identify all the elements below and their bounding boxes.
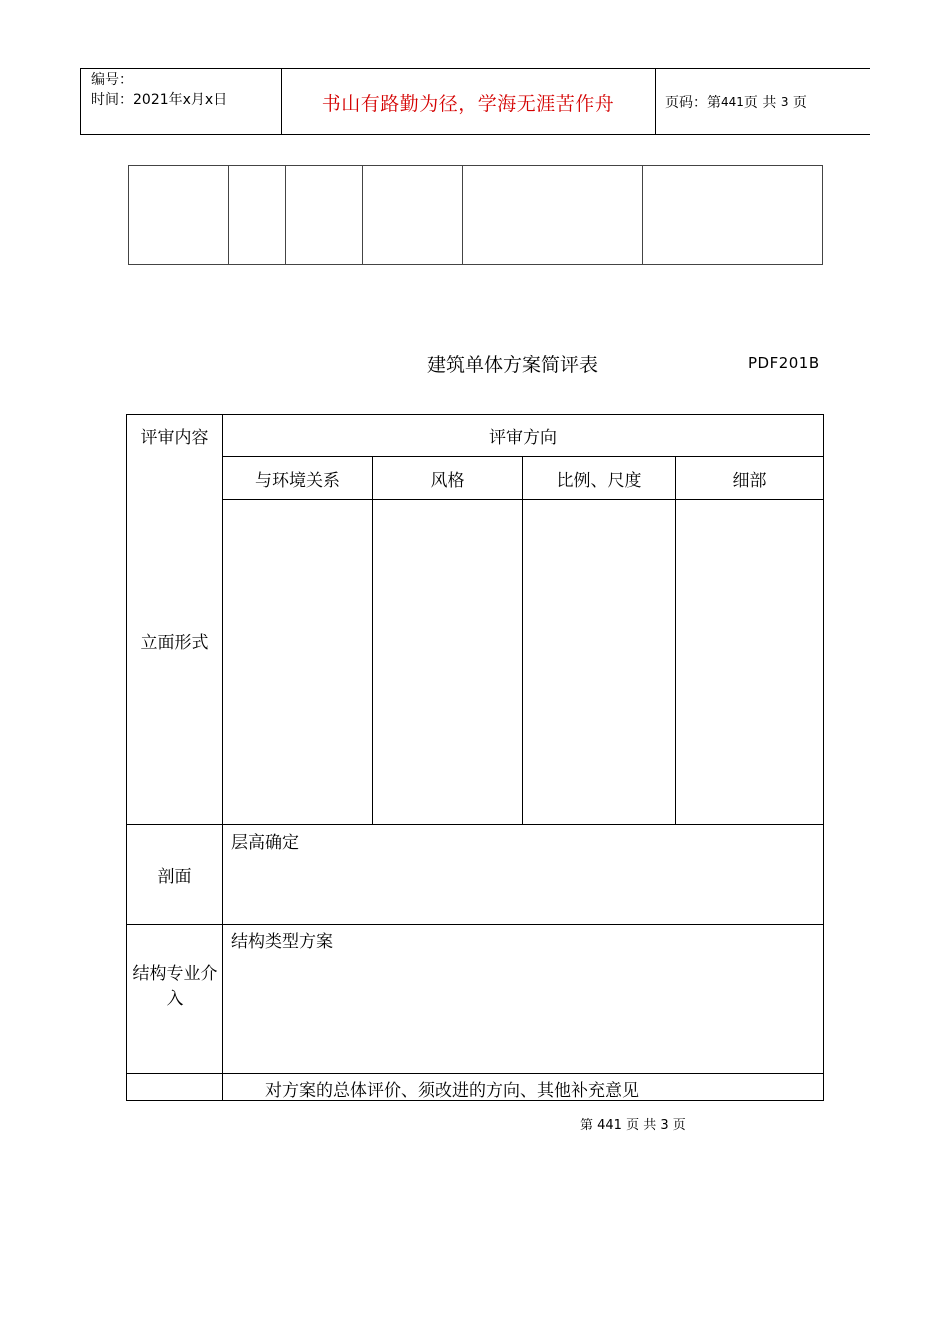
form-title: 建筑单体方案简评表 [427, 354, 599, 376]
form-line [222, 499, 824, 500]
empty-table-fragment [128, 165, 823, 265]
form-line [126, 924, 824, 925]
header-page-number [665, 69, 807, 135]
row-label-section: 剖面 [157, 867, 192, 887]
serial-label: 编号： [91, 72, 133, 88]
header-divider [655, 69, 656, 134]
document-header [80, 68, 870, 135]
table-divider [285, 166, 286, 264]
header-meta [91, 70, 227, 110]
structure-note: 结构类型方案 [231, 932, 333, 952]
page-prefix: 页码：第 [665, 95, 721, 111]
column-header-scale: 比例、尺度 [556, 470, 642, 491]
header-review-direction: 评审方向 [489, 428, 557, 448]
form-line [522, 456, 523, 825]
page-current: 441 [721, 95, 744, 109]
section-note: 层高确定 [231, 833, 299, 853]
page-suffix: 页 [792, 95, 807, 111]
form-line [126, 1073, 824, 1074]
table-divider [642, 166, 643, 264]
row-label-facade: 立面形式 [140, 633, 209, 653]
form-line [675, 456, 676, 825]
form-line [222, 414, 223, 1101]
table-divider [228, 166, 229, 264]
column-header-details: 细部 [732, 470, 767, 491]
form-line [372, 456, 373, 825]
form-line [126, 824, 824, 825]
form-code: PDF201B [748, 354, 820, 372]
table-divider [362, 166, 363, 264]
page-total: 3 [780, 95, 789, 109]
page-footer: 第 441 页 共 3 页 [580, 1118, 686, 1133]
header-review-content: 评审内容 [140, 428, 209, 448]
evaluation-form [126, 414, 824, 1101]
date-label: 时间：2021年x月x日 [91, 92, 228, 108]
form-border [823, 414, 824, 1101]
table-divider [462, 166, 463, 264]
row-label-structure: 结构专业介入 [132, 964, 218, 1009]
page-middle: 页 共 [743, 95, 777, 111]
column-header-environment: 与环境关系 [255, 470, 340, 491]
summary-label: 对方案的总体评价、须改进的方向、其他补充意见 [265, 1081, 639, 1101]
column-header-style: 风格 [430, 470, 465, 491]
header-slogan: 书山有路勤为径，学海无涯苦作舟 [321, 92, 615, 115]
